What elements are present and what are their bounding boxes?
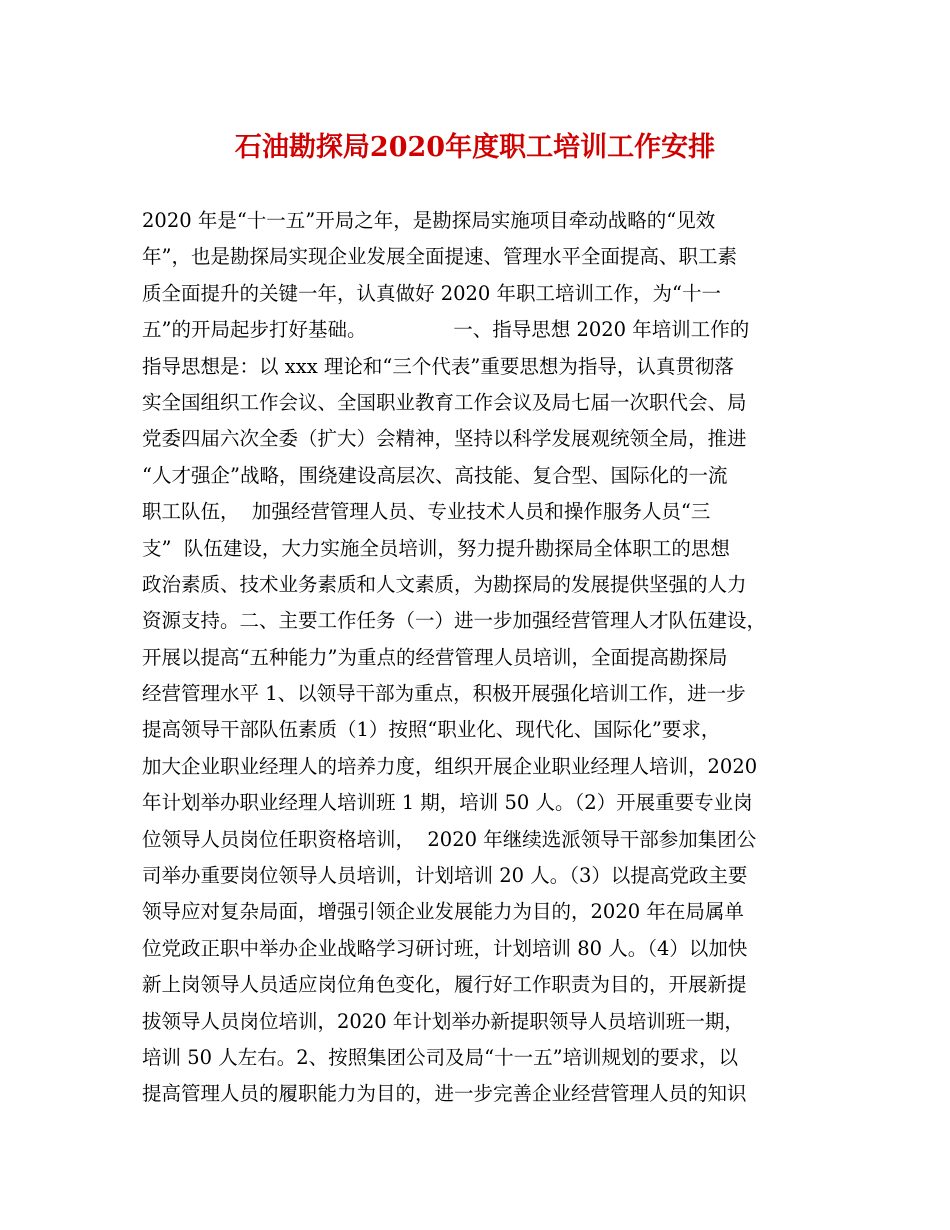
- body-text-line: 位党政正职中举办企业战略学习研讨班，计划培训 80 人。（4）以加快: [142, 936, 748, 960]
- body-text-line: “人才强企”战略，围绕建设高层次、高技能、复合型、国际化的一流: [142, 463, 728, 487]
- body-text-line: 经营管理水平 1、以领导干部为重点，积极开展强化培训工作，进一步: [142, 682, 746, 706]
- body-text-line: 质全面提升的关键一年，认真做好 2020 年职工培训工作，为“十一: [142, 281, 721, 305]
- body-text-line: 2020 年是“十一五”开局之年，是勘探局实施项目牵动战略的“见效: [142, 209, 716, 232]
- body-text-line: 年”，也是勘探局实现企业发展全面提速、管理水平全面提高、职工素: [142, 245, 737, 269]
- body-text-line: 年计划举办职业经理人培训班 1 期，培训 50 人。（2）开展重要专业岗: [142, 791, 753, 815]
- body-text-line: 五”的开局起步打好基础。 一、指导思想 2020 年培训工作的: [142, 318, 750, 342]
- body-text-line: 提高领导干部队伍素质（1）按照“职业化、现代化、国际化”要求，: [142, 718, 721, 742]
- body-text-line: 拔领导人员岗位培训，2020 年计划举办新提职领导人员培训班一期，: [142, 1009, 744, 1033]
- body-text-line: 领导应对复杂局面，增强引领企业发展能力为目的，2020 年在局属单: [142, 900, 744, 924]
- body-text-line: 提高管理人员的履职能力为目的，进一步完善企业经营管理人员的知识: [142, 1082, 747, 1106]
- body-text-line: 实全国组织工作会议、全国职业教育工作会议及局七届一次职代会、局: [142, 390, 747, 414]
- body-text-line: 加大企业职业经理人的培养力度，组织开展企业职业经理人培训，2020: [142, 754, 758, 778]
- body-text-line: 职工队伍， 加强经营管理人员、专业技术人员和操作服务人员“三: [142, 500, 711, 524]
- body-text-line: 开展以提高“五种能力”为重点的经营管理人员培训，全面提高勘探局: [142, 645, 728, 669]
- body-text-line: 党委四届六次全委（扩大）会精神，坚持以科学发展观统领全局，推进: [142, 427, 747, 451]
- body-text-line: 资源支持。二、主要工作任务（一）进一步加强经营管理人才队伍建设，: [142, 609, 767, 633]
- body-text-line: 位领导人员岗位任职资格培训， 2020 年继续选派领导干部参加集团公: [142, 827, 757, 851]
- document-body: [142, 203, 822, 1113]
- body-text-line: 指导思想是：以 xxx 理论和“三个代表”重要思想为指导，认真贯彻落: [142, 354, 734, 378]
- body-text-line: 新上岗领导人员适应岗位角色变化，履行好工作职责为目的，开展新提: [142, 973, 747, 997]
- body-text-line: 支” 队伍建设，大力实施全员培训，努力提升勘探局全体职工的思想: [142, 536, 730, 560]
- document-title: 石油勘探局2020年度职工培训工作安排: [234, 132, 716, 163]
- body-text-line: 政治素质、技术业务素质和人文素质，为勘探局的发展提供坚强的人力: [142, 572, 747, 596]
- body-text-line: 培训 50 人左右。2、按照集团公司及局“十一五”培训规划的要求，以: [142, 1045, 739, 1069]
- body-text-line: 司举办重要岗位领导人员培训，计划培训 20 人。（3）以提高党政主要: [142, 864, 748, 888]
